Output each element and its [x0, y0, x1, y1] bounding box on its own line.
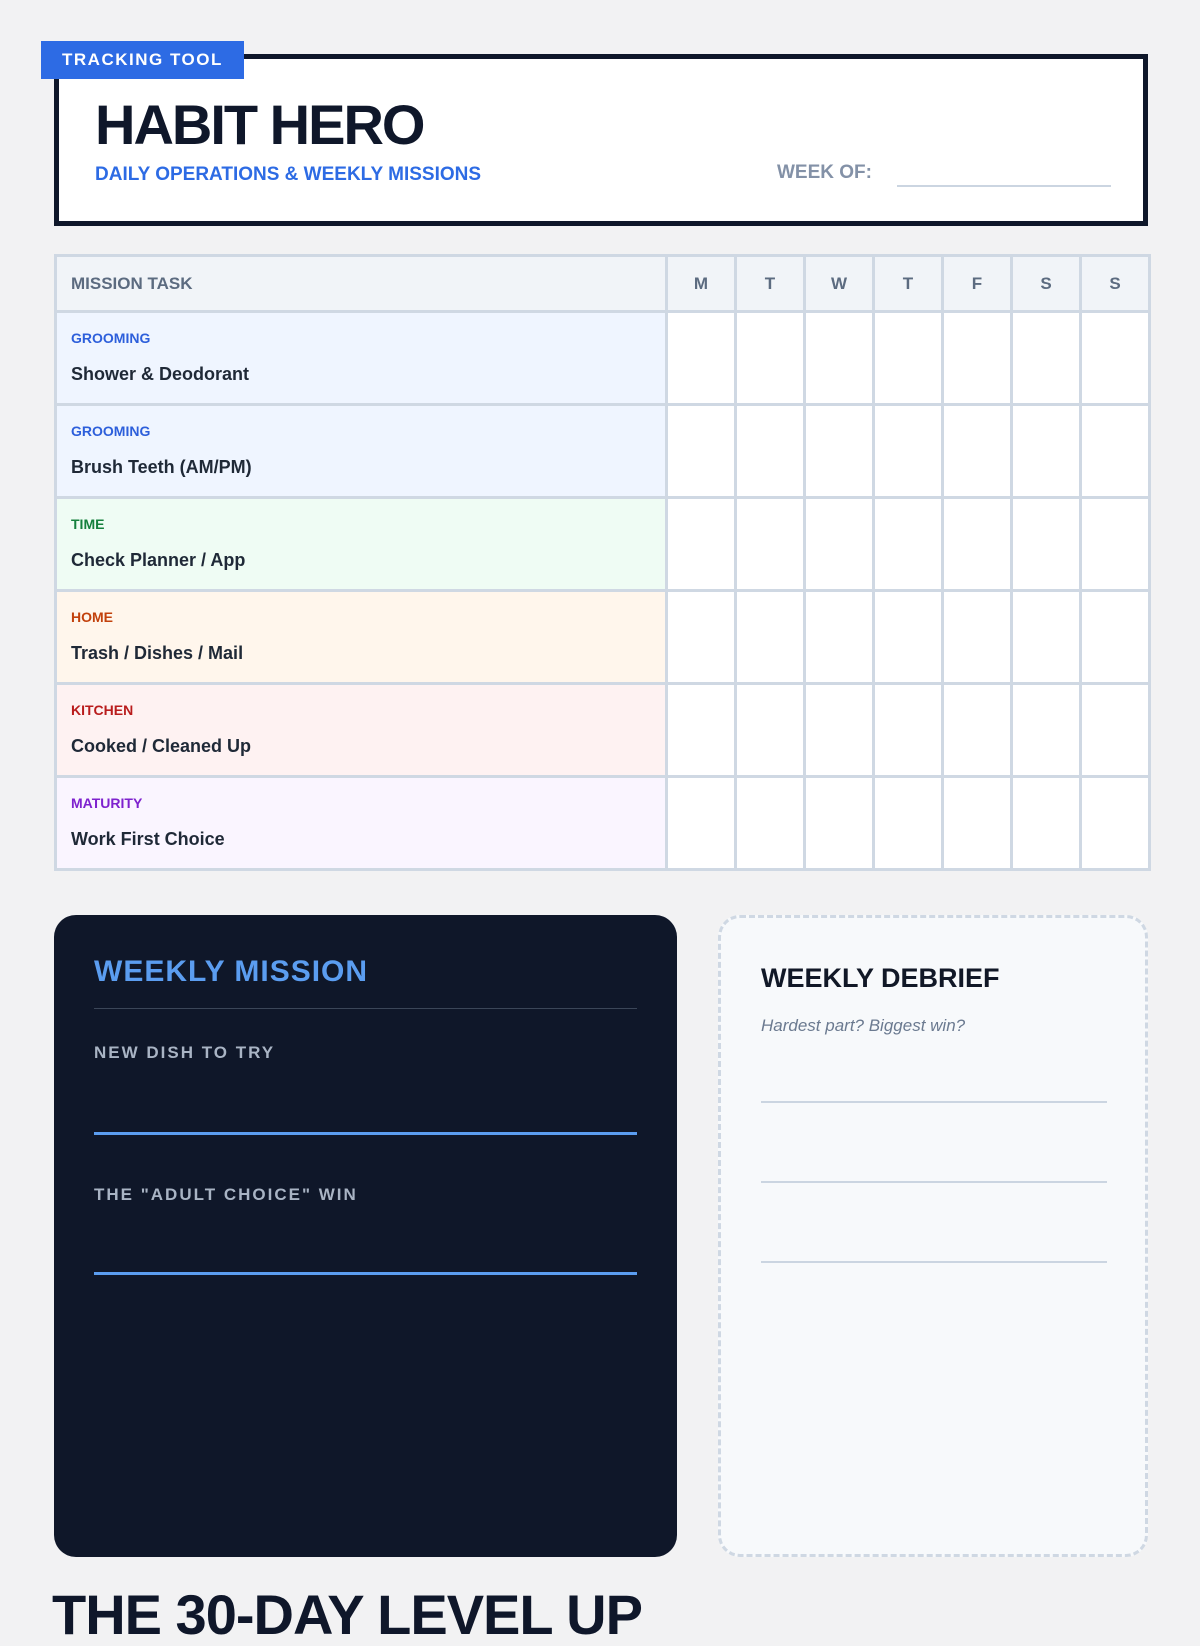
check-cell-wed[interactable]	[805, 405, 874, 498]
task-category: GROOMING	[71, 330, 151, 346]
check-cell-mon[interactable]	[667, 591, 736, 684]
mission-divider	[94, 1008, 637, 1009]
week-of-field[interactable]	[897, 185, 1111, 187]
check-cell-thu[interactable]	[874, 405, 943, 498]
table-row	[56, 684, 1150, 777]
check-cell-tue[interactable]	[736, 312, 805, 405]
task-name: Work First Choice	[71, 829, 225, 849]
check-cell-fri[interactable]	[943, 498, 1012, 591]
adult-choice-field[interactable]	[94, 1272, 637, 1275]
debrief-line-2[interactable]	[761, 1181, 1107, 1183]
task-cell	[56, 684, 667, 777]
mission-task-header: MISSION TASK	[56, 256, 667, 312]
check-cell-tue[interactable]	[736, 405, 805, 498]
check-cell-sat[interactable]	[1012, 777, 1081, 870]
weekly-debrief-title: WEEKLY DEBRIEF	[761, 963, 1000, 993]
check-cell-mon[interactable]	[667, 405, 736, 498]
page-subtitle: DAILY OPERATIONS & WEEKLY MISSIONS	[95, 164, 482, 185]
header-box	[54, 54, 1148, 226]
table-row	[56, 405, 1150, 498]
day-header-fri: F	[943, 256, 1012, 312]
day-header-sun: S	[1081, 256, 1150, 312]
table-row	[56, 312, 1150, 405]
check-cell-fri[interactable]	[943, 684, 1012, 777]
debrief-prompt: Hardest part? Biggest win?	[761, 1016, 966, 1035]
tracking-tool-tag: TRACKING TOOL	[41, 41, 244, 79]
weekly-mission-title: WEEKLY MISSION	[94, 955, 369, 988]
check-cell-thu[interactable]	[874, 684, 943, 777]
table-row	[56, 777, 1150, 870]
check-cell-thu[interactable]	[874, 312, 943, 405]
task-category: HOME	[71, 609, 113, 625]
table-header-row	[56, 256, 1150, 312]
check-cell-mon[interactable]	[667, 684, 736, 777]
check-cell-mon[interactable]	[667, 312, 736, 405]
check-cell-sat[interactable]	[1012, 312, 1081, 405]
new-dish-field[interactable]	[94, 1132, 637, 1135]
new-dish-label: NEW DISH TO TRY	[94, 1043, 276, 1062]
table-row	[56, 591, 1150, 684]
check-cell-fri[interactable]	[943, 405, 1012, 498]
check-cell-wed[interactable]	[805, 312, 874, 405]
day-header-sat: S	[1012, 256, 1081, 312]
check-cell-fri[interactable]	[943, 777, 1012, 870]
habit-tracker-table	[54, 254, 1151, 871]
check-cell-wed[interactable]	[805, 777, 874, 870]
check-cell-tue[interactable]	[736, 684, 805, 777]
week-of-label: WEEK OF:	[777, 162, 872, 183]
task-cell	[56, 405, 667, 498]
check-cell-sun[interactable]	[1081, 498, 1150, 591]
task-category: KITCHEN	[71, 702, 134, 718]
check-cell-sat[interactable]	[1012, 684, 1081, 777]
check-cell-thu[interactable]	[874, 591, 943, 684]
table-row	[56, 498, 1150, 591]
check-cell-wed[interactable]	[805, 684, 874, 777]
check-cell-fri[interactable]	[943, 591, 1012, 684]
check-cell-thu[interactable]	[874, 498, 943, 591]
weekly-mission-card	[54, 915, 677, 1557]
check-cell-sat[interactable]	[1012, 405, 1081, 498]
day-header-thu: T	[874, 256, 943, 312]
check-cell-wed[interactable]	[805, 498, 874, 591]
check-cell-tue[interactable]	[736, 591, 805, 684]
day-header-mon: M	[667, 256, 736, 312]
debrief-line-3[interactable]	[761, 1261, 1107, 1263]
check-cell-fri[interactable]	[943, 312, 1012, 405]
day-header-tue: T	[736, 256, 805, 312]
check-cell-sun[interactable]	[1081, 405, 1150, 498]
task-name: Trash / Dishes / Mail	[71, 643, 244, 663]
check-cell-mon[interactable]	[667, 498, 736, 591]
check-cell-tue[interactable]	[736, 498, 805, 591]
check-cell-mon[interactable]	[667, 777, 736, 870]
check-cell-sun[interactable]	[1081, 777, 1150, 870]
check-cell-thu[interactable]	[874, 777, 943, 870]
check-cell-sat[interactable]	[1012, 498, 1081, 591]
task-cell	[56, 312, 667, 405]
level-up-title: THE 30-DAY LEVEL UP	[52, 1583, 642, 1646]
task-name: Check Planner / App	[71, 550, 246, 570]
day-header-wed: W	[805, 256, 874, 312]
check-cell-wed[interactable]	[805, 591, 874, 684]
task-category: MATURITY	[71, 795, 143, 811]
task-name: Brush Teeth (AM/PM)	[71, 457, 252, 477]
check-cell-sun[interactable]	[1081, 684, 1150, 777]
page-title: HABIT HERO	[95, 93, 424, 156]
debrief-line-1[interactable]	[761, 1101, 1107, 1103]
task-category: GROOMING	[71, 423, 151, 439]
check-cell-sun[interactable]	[1081, 312, 1150, 405]
check-cell-sun[interactable]	[1081, 591, 1150, 684]
task-name: Shower & Deodorant	[71, 364, 250, 384]
weekly-debrief-card	[718, 915, 1148, 1557]
task-name: Cooked / Cleaned Up	[71, 736, 252, 756]
task-cell	[56, 498, 667, 591]
adult-choice-label: THE "ADULT CHOICE" WIN	[94, 1185, 358, 1204]
check-cell-sat[interactable]	[1012, 591, 1081, 684]
check-cell-tue[interactable]	[736, 777, 805, 870]
task-cell	[56, 591, 667, 684]
task-category: TIME	[71, 516, 105, 532]
task-cell	[56, 777, 667, 870]
